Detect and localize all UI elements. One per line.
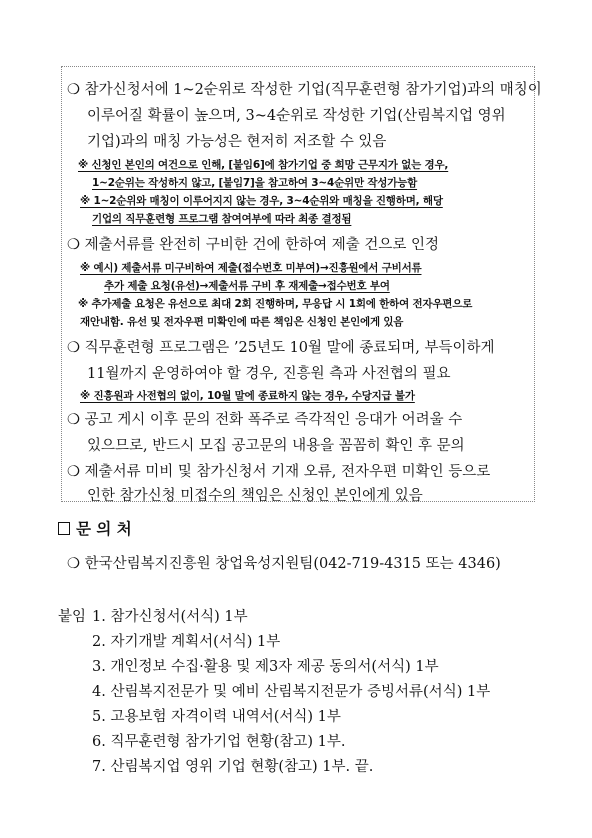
notice-bullet-inquiry-calls: ❍ 공고 게시 이후 문의 전화 폭주로 즉각적인 응대가 어려울 수 [67, 412, 463, 428]
notice-line: 기업)과의 매칭 가능성은 현저히 저조할 수 있음 [87, 134, 387, 150]
attachment-item: 6. 직무훈련형 참가기업 현황(참고) 1부. [92, 734, 346, 750]
notice-note-line: 1~2순위는 작성하지 않고, [붙임7]을 참고하여 3~4순위만 작성가능함 [92, 177, 418, 189]
notice-note-line: 기업의 직무훈련형 프로그램 참여여부에 따라 최종 결정됨 [92, 213, 352, 225]
notice-note-line: ※ 신청인 본인의 여건으로 인해, [붙임6]에 참가기업 중 희망 근무지가 없는 경우, [78, 159, 449, 171]
attachment-item: 1. 참가신청서(서식) 1부 [92, 609, 248, 625]
attachment-item: 2. 자기개발 계획서(서식) 1부 [92, 634, 281, 650]
inquiry-contact: ❍ 한국산림복지진흥원 창업육성지원팀(042-719-4315 또는 4346) [67, 556, 501, 572]
attachment-item: 5. 고용보험 자격이력 내역서(서식) 1부 [92, 709, 341, 725]
notice-bullet-documents: ❍ 제출서류를 완전히 구비한 건에 한하여 제출 건으로 인정 [67, 237, 440, 253]
notice-note-line: ※ 1~2순위와 매칭이 이루어지지 않는 경우, 3~4순위와 매칭을 진행하며, 해당 [80, 195, 443, 207]
notice-note-line: ※ 예시) 제출서류 미구비하여 제출(접수번호 미부여)→진흥원에서 구비서류 [80, 262, 422, 274]
notice-note-line: ※ 추가제출 요청은 유선으로 최대 2회 진행하며, 무응답 시 1회에 한하여 전자우편으로 [78, 298, 473, 310]
notice-note-line: ※ 진흥원과 사전협의 없이, 10월 말에 종료하지 않는 경우, 수당지급 불가 [80, 390, 415, 402]
notice-line: 인한 참가신청 미접수의 책임은 신청인 본인에게 있음 [87, 488, 423, 504]
notice-line: 이루어질 확률이 높으며, 3~4순위로 작성한 기업(산림복지업 영위 [87, 108, 506, 124]
inquiry-heading-text: 문 의 처 [76, 520, 132, 538]
inquiry-heading [58, 517, 132, 539]
notice-bullet-program-end: ❍ 직무훈련형 프로그램은 ’25년도 10월 말에 종료되며, 부득이하게 [67, 340, 495, 356]
notice-line: 있으므로, 반드시 모집 공고문의 내용을 꼼꼼히 확인 후 문의 [87, 438, 465, 454]
attachment-item: 4. 산림복지전문가 및 예비 산림복지전문가 증빙서류(서식) 1부 [92, 684, 491, 700]
notice-line: 11월까지 운영하여야 할 경우, 진흥원 측과 사전협의 필요 [87, 366, 451, 382]
section-square-icon [58, 522, 70, 535]
notice-note-line: 추가 제출 요청(유선)→제출서류 구비 후 재제출→접수번호 부여 [104, 280, 390, 292]
attachment-item: 7. 산림복지업 영위 기업 현황(참고) 1부. 끝. [92, 759, 374, 775]
notice-bullet-responsibility: ❍ 제출서류 미비 및 참가신청서 기재 오류, 전자우편 미확인 등으로 [67, 464, 491, 480]
attachment-label: 붙임 [58, 609, 87, 625]
notice-bullet-matching: ❍ 참가신청서에 1~2순위로 작성한 기업(직무훈련형 참가기업)과의 매칭이 [67, 82, 542, 98]
attachment-item: 3. 개인정보 수집·활용 및 제3자 제공 동의서(서식) 1부 [92, 659, 439, 675]
notice-note-line: 재안내함. 유선 및 전자우편 미확인에 따른 책임은 신청인 본인에게 있음 [80, 316, 404, 328]
